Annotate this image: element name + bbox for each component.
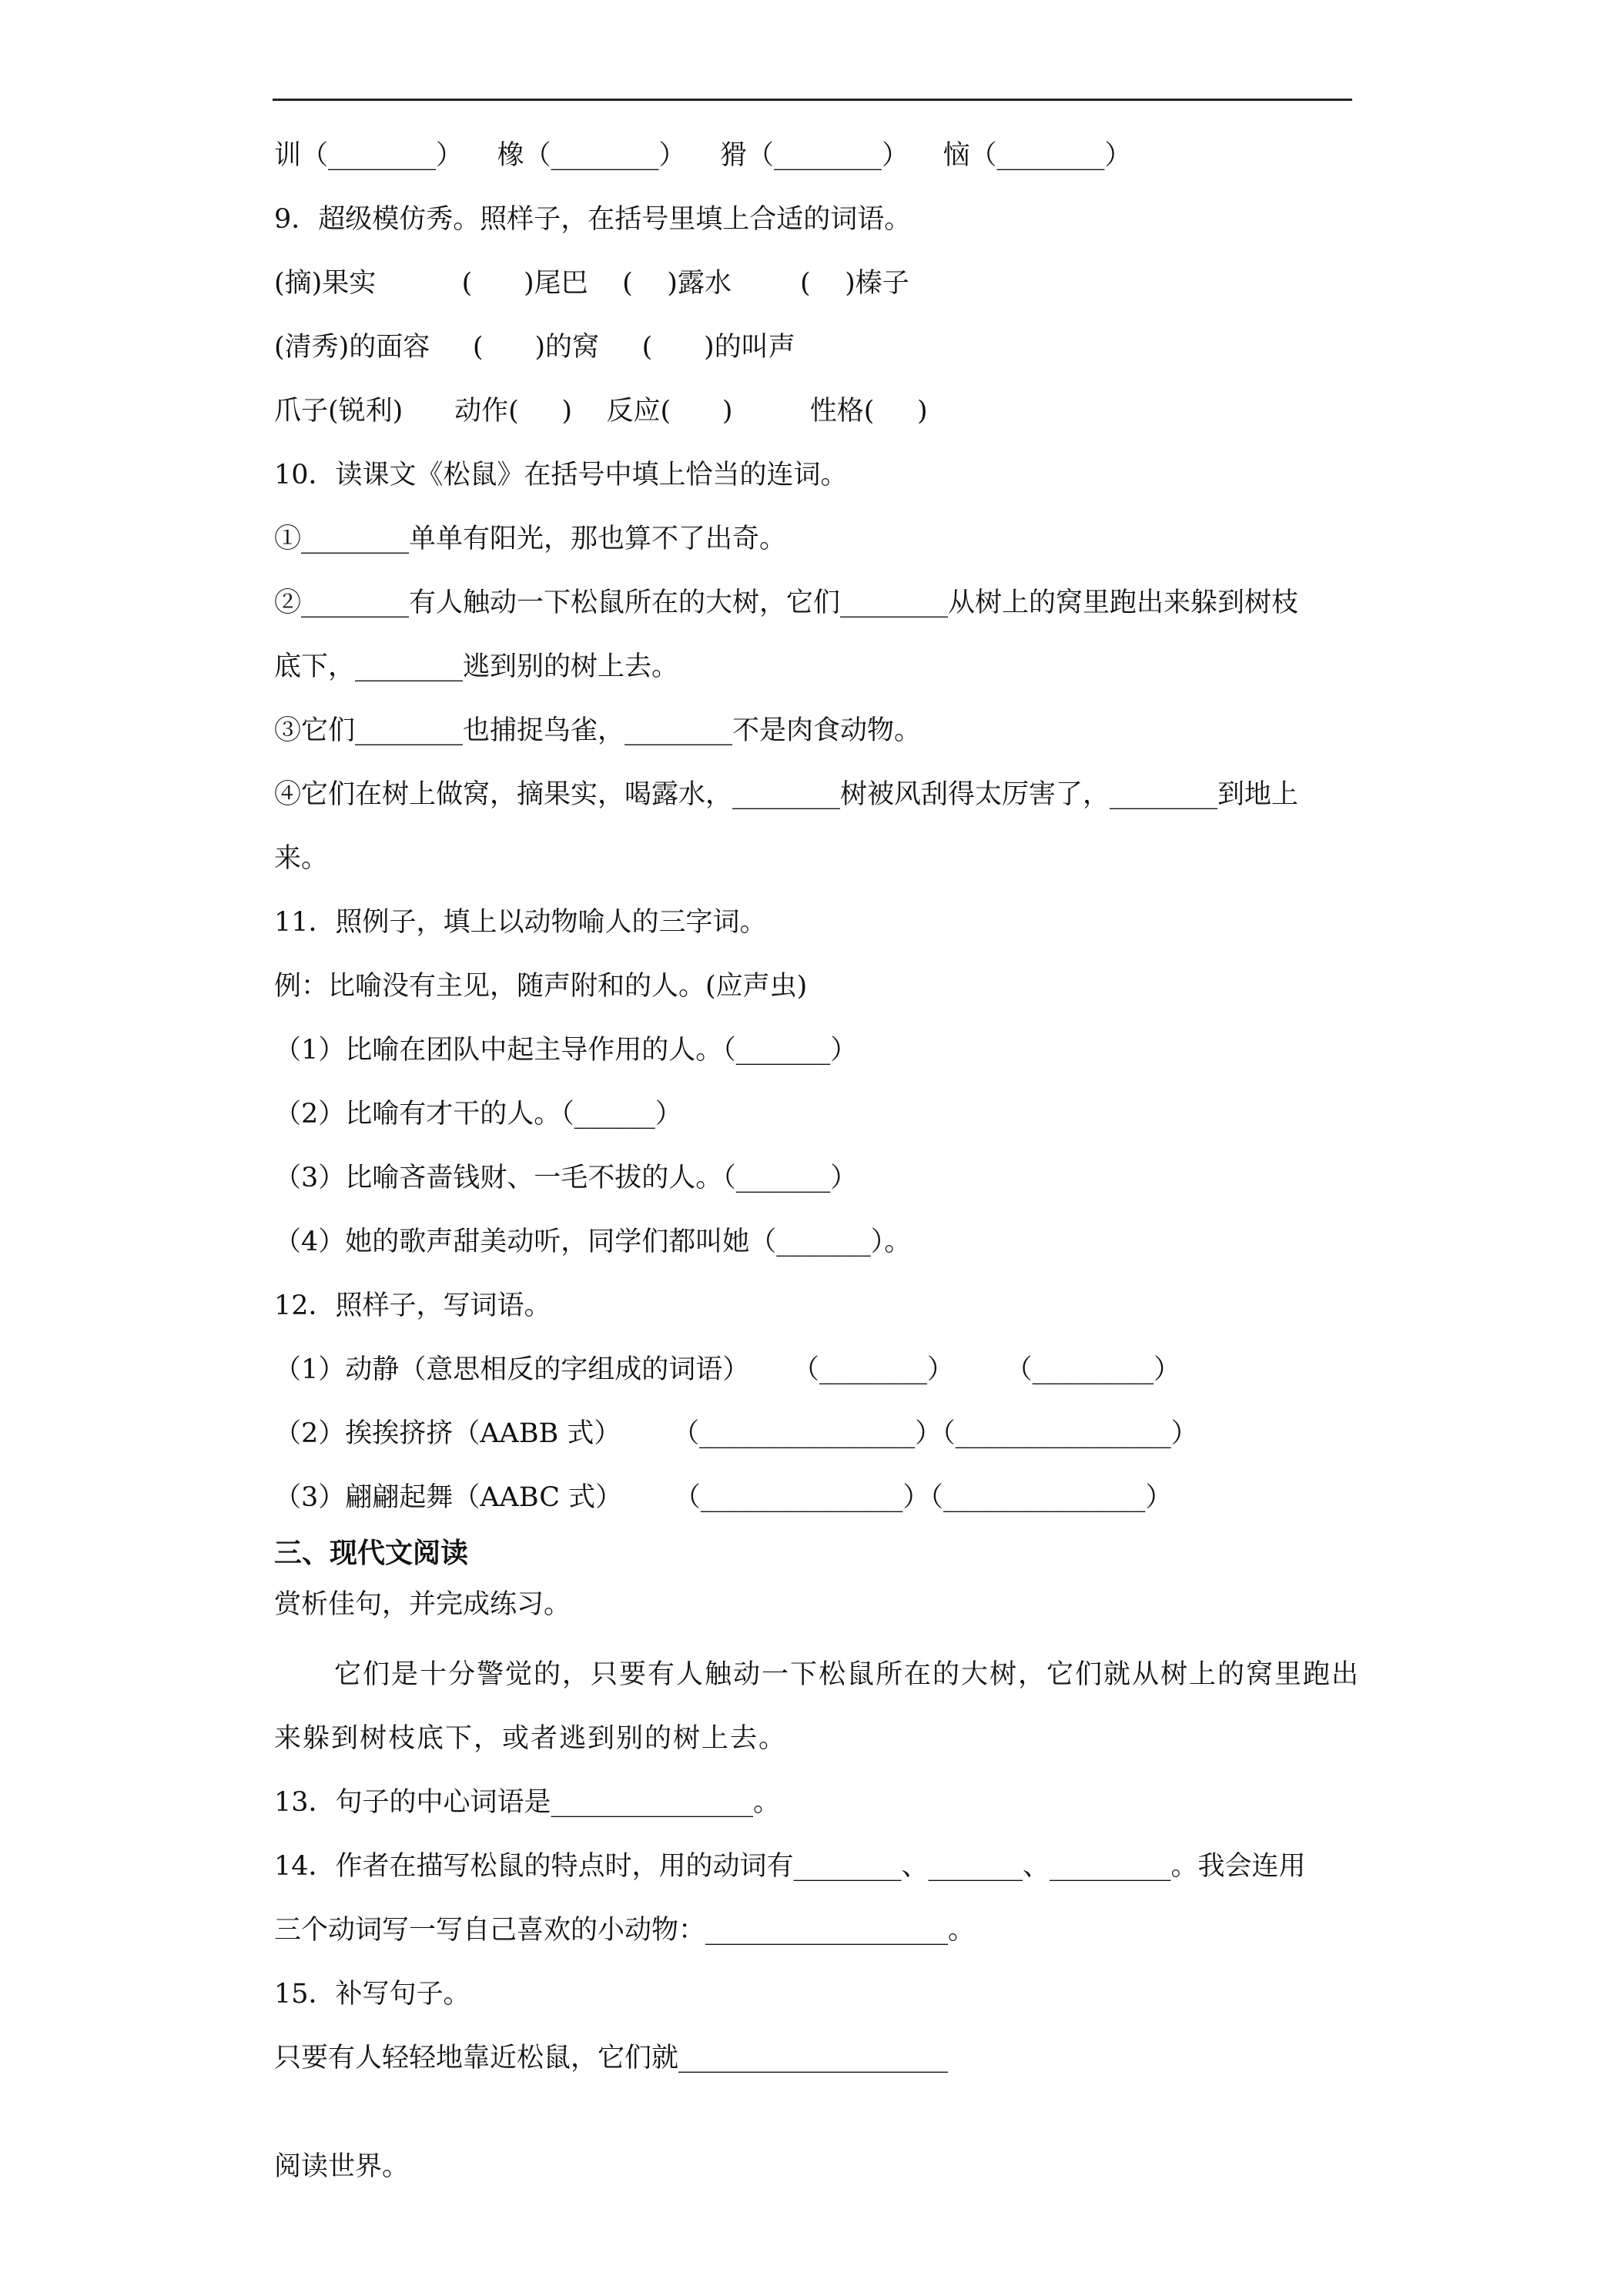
question-11-title: 11．照例子，填上以动物喻人的三字词。 xyxy=(274,907,767,938)
char-word-line: 训（________） 橡（________） 猾（________） 恼（________） xyxy=(274,140,1132,171)
question-10-title: 10．读课文《松鼠》在括号中填上恰当的连词。 xyxy=(274,460,848,490)
q11-example: 例：比喻没有主见，随声附和的人。(应声虫) xyxy=(274,971,808,1002)
q10-item-3: ③它们________也捕捉鸟雀，________不是肉食动物。 xyxy=(274,715,922,746)
q11-item-2: （2）比喻有才干的人。（______） xyxy=(274,1099,682,1130)
q11-item-3: （3）比喻吝啬钱财、一毛不拔的人。（_______） xyxy=(274,1163,858,1193)
q10-item-4-cont: 来。 xyxy=(274,843,329,874)
q12-item-2: （2）挨挨挤挤（AABB 式） （________________）（________________） xyxy=(274,1418,1198,1449)
reading-instruction: 赏析佳句，并完成练习。 xyxy=(274,1589,571,1620)
q11-item-1: （1）比喻在团队中起主导作用的人。（_______） xyxy=(274,1035,858,1066)
reading-passage-line-2: 来躲到树枝底下，或者逃到别的树上去。 xyxy=(274,1723,788,1754)
question-13: 13．句子的中心词语是_______________。 xyxy=(274,1787,781,1818)
section-heading: 三、现代文阅读 xyxy=(274,1538,469,1569)
reading-passage-line-1: 它们是十分警觉的，只要有人触动一下松鼠所在的大树，它们就从树上的窝里跑出 xyxy=(334,1659,1361,1690)
question-12-title: 12．照样子，写词语。 xyxy=(274,1290,551,1321)
q11-item-4: （4）她的歌声甜美动听，同学们都叫她（_______）。 xyxy=(274,1227,912,1257)
question-14: 14．作者在描写松鼠的特点时，用的动词有________、_______、_________。我会连用 xyxy=(274,1851,1306,1882)
q10-item-2-cont: 底下，________逃到别的树上去。 xyxy=(274,651,679,682)
q10-item-1: ①________单单有阳光，那也算不了出奇。 xyxy=(274,524,787,554)
question-15-title: 15．补写句子。 xyxy=(274,1979,470,2010)
q9-row-1: (摘)果实 ( )尾巴 ( )露水 ( )榛子 xyxy=(274,268,909,299)
question-15-ending: 阅读世界。 xyxy=(274,2151,410,2182)
question-15-prompt: 只要有人轻轻地靠近松鼠，它们就____________________ xyxy=(274,2043,949,2073)
q10-item-2: ②________有人触动一下松鼠所在的大树，它们________从树上的窝里跑出来躲到树枝 xyxy=(274,587,1299,618)
q10-item-4: ④它们在树上做窝，摘果实，喝露水，________树被风刮得太厉害了，________到地上 xyxy=(274,779,1299,810)
q12-item-1: （1）动静（意思相反的字组成的词语） （________） （_________） xyxy=(274,1354,1181,1385)
q9-row-2: (清秀)的面容 ( )的窝 ( )的叫声 xyxy=(274,332,795,363)
q9-row-3: 爪子(锐利) 动作( ) 反应( ) 性格( ) xyxy=(274,396,928,427)
question-14-cont: 三个动词写一写自己喜欢的小动物：__________________。 xyxy=(274,1915,976,1946)
question-9-title: 9．超级模仿秀。照样子，在括号里填上合适的词语。 xyxy=(274,204,912,235)
top-divider xyxy=(273,99,1352,101)
q12-item-3: （3）翩翩起舞（AABC 式） （_______________）（_______________） xyxy=(274,1482,1173,1513)
